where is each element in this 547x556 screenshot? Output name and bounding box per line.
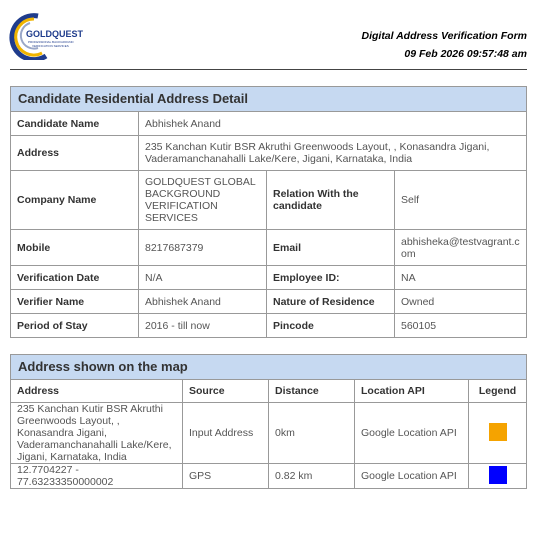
col-header-source: Source — [183, 380, 269, 403]
verification-date-value: N/A — [139, 266, 267, 290]
row-source: GPS — [183, 464, 269, 489]
pincode-value: 560105 — [395, 314, 527, 338]
row-address: 235 Kanchan Kutir BSR Akruthi Greenwoods Layout, , Konasandra Jigani, Vaderamanchanahalli Lake/Kere, Jigani, Karnataka, India — [11, 403, 183, 464]
legend-swatch — [489, 466, 507, 484]
col-header-location-api: Location API — [355, 380, 469, 403]
col-header-distance: Distance — [269, 380, 355, 403]
verification-date-label: Verification Date — [11, 266, 139, 290]
col-header-address: Address — [11, 380, 183, 403]
legend-swatch — [489, 423, 507, 441]
company-value: GOLDQUEST GLOBAL BACKGROUND VERIFICATION SERVICES — [139, 171, 267, 230]
relation-value: Self — [395, 171, 527, 230]
header-divider — [10, 69, 527, 70]
form-title: Digital Address Verification Form — [361, 30, 527, 42]
candidate-name-label: Candidate Name — [11, 112, 139, 136]
address-label: Address — [11, 136, 139, 171]
mobile-label: Mobile — [11, 230, 139, 266]
section-title: Address shown on the map — [11, 355, 527, 380]
row-location-api: Google Location API — [355, 464, 469, 489]
mobile-value: 8217687379 — [139, 230, 267, 266]
goldquest-logo — [8, 10, 100, 60]
email-value: abhisheka@testvagrant.com — [395, 230, 527, 266]
residence-value: Owned — [395, 290, 527, 314]
relation-label: Relation With the candidate — [267, 171, 395, 230]
row-address: 12.7704227 - 77.63233350000002 — [11, 464, 183, 489]
svg-text:GOLDQUEST: GOLDQUEST — [26, 29, 84, 39]
residence-label: Nature of Residence — [267, 290, 395, 314]
email-label: Email — [267, 230, 395, 266]
address-value: 235 Kanchan Kutir BSR Akruthi Greenwoods Layout, , Konasandra Jigani, Vaderamanchanahalli Lake/Kere, Jigani, Karnataka, India — [139, 136, 527, 171]
period-of-stay-label: Period of Stay — [11, 314, 139, 338]
candidate-detail-table — [10, 86, 527, 338]
table-row — [11, 403, 527, 464]
candidate-name-value: Abhishek Anand — [139, 112, 527, 136]
row-source: Input Address — [183, 403, 269, 464]
pincode-label: Pincode — [267, 314, 395, 338]
row-location-api: Google Location API — [355, 403, 469, 464]
map-address-table — [10, 354, 527, 489]
employee-id-label: Employee ID: — [267, 266, 395, 290]
col-header-legend: Legend — [469, 380, 527, 403]
form-datetime: 09 Feb 2026 09:57:48 am — [404, 48, 527, 60]
company-label: Company Name — [11, 171, 139, 230]
section-title: Candidate Residential Address Detail — [11, 87, 527, 112]
verifier-name-value: Abhishek Anand — [139, 290, 267, 314]
svg-text:VERIFICATION SERVICES: VERIFICATION SERVICES — [32, 44, 69, 48]
table-row — [11, 464, 527, 489]
period-of-stay-value: 2016 - till now — [139, 314, 267, 338]
row-distance: 0.82 km — [269, 464, 355, 489]
row-distance: 0km — [269, 403, 355, 464]
svg-text:PROFESSIONAL BACKGROUND: PROFESSIONAL BACKGROUND — [28, 40, 74, 44]
employee-id-value: NA — [395, 266, 527, 290]
verifier-name-label: Verifier Name — [11, 290, 139, 314]
